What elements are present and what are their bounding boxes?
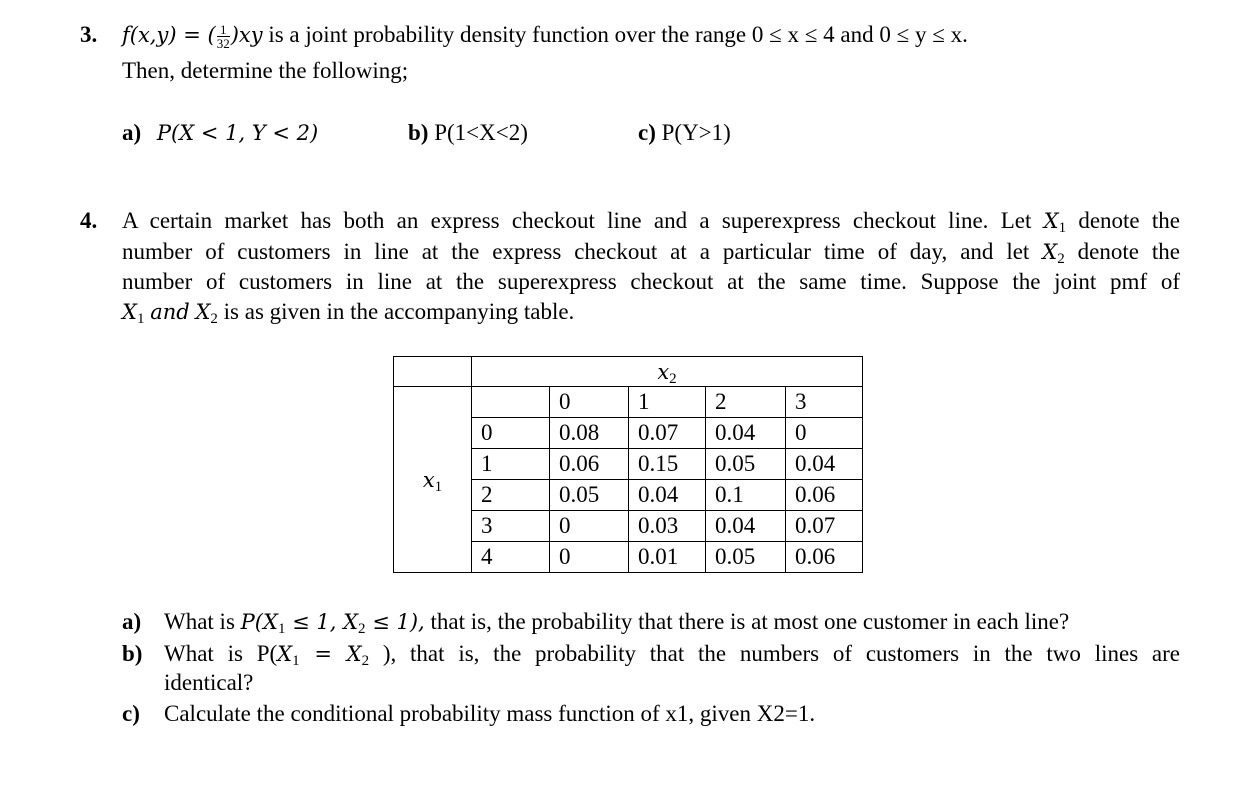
q4-and: and [150, 300, 190, 324]
q4-part-b-sub-2: 2 [361, 653, 370, 669]
q4-part-b-sub-1: 1 [292, 653, 300, 669]
q4-para-line-4-rest: is as given in the accompanying table. [223, 299, 575, 324]
q4-para-line-2 [122, 239, 1180, 265]
q4-part-c-label: c) [122, 701, 140, 726]
q4-part-a [164, 609, 1069, 635]
q4-var-x1-sub: 1 [136, 311, 145, 327]
q4-para-line-1 [122, 208, 1180, 234]
joint-pmf-table [393, 356, 863, 573]
table-corner-cell [394, 357, 472, 387]
table-cell: 0.06 [550, 449, 629, 480]
pdf-rhs: )xy [230, 23, 263, 47]
table-row-var-header [394, 387, 472, 573]
col-var-sub: 2 [669, 370, 677, 387]
q4-part-b-var-2: X [346, 642, 362, 666]
q3-part-c-text: P(Y>1) [661, 120, 731, 145]
table-cell: 0.05 [706, 542, 786, 573]
row-header-4: 4 [472, 542, 550, 573]
q4-var-x2-sub: 2 [210, 311, 218, 327]
row-header-1: 1 [472, 449, 550, 480]
q4-para-line-1-post: denote the [1078, 208, 1180, 233]
table-col-var-header [472, 357, 863, 387]
q4-part-c-text: Calculate the conditional probability mass function of x1, given X2=1. [164, 701, 816, 726]
table-cell: 0.04 [629, 480, 706, 511]
table-cell: 0.06 [786, 480, 863, 511]
q4-part-a-math-2: ≤ 1, X [285, 610, 359, 634]
q4-part-a-post: that is, the probability that there is at most one customer in each line? [430, 609, 1070, 634]
q3-text: is a joint probability density function over the range [268, 22, 747, 47]
pdf-lhs: f(x,y) = ( [122, 23, 216, 47]
row-var-sub: 1 [434, 478, 443, 495]
fraction-denominator: 32 [216, 36, 230, 52]
row-header-0: 0 [472, 418, 550, 449]
col-header-0: 0 [550, 387, 629, 418]
col-var-label: x [657, 359, 670, 384]
q4-part-b-pre-text: What is P( [164, 641, 278, 666]
row-var-label: x [422, 467, 435, 492]
table-cell: 0 [786, 418, 863, 449]
fraction-numerator: 1 [217, 23, 230, 37]
q4-para-line-2-sub: 2 [1057, 251, 1065, 267]
q3-part-a-text: P(X < 1, Y < 2) [156, 121, 319, 145]
q3-part-b [408, 120, 528, 146]
q4-para-line-1-sub: 1 [1058, 220, 1067, 236]
question-4-number: 4. [80, 208, 98, 233]
q4-part-a-math-3: ≤ 1), [365, 610, 425, 634]
q4-var-x1: X [122, 300, 137, 324]
q4-part-b-eq: = [299, 642, 347, 666]
table-cell: 0.05 [550, 480, 629, 511]
q3-part-b-label: b) [408, 120, 429, 145]
question-3-line-2: Then, determine the following; [122, 58, 409, 83]
question-3-number: 3. [80, 22, 98, 47]
q4-part-a-pre: What is [164, 609, 235, 634]
q4-part-a-sub-2: 2 [358, 621, 366, 637]
table-cell: 0 [550, 511, 629, 542]
fraction [217, 23, 230, 50]
q4-para-line-2-pre: number of customers in line at the express checkout at a particular time of day, and let [122, 239, 1030, 264]
table-cell: 0.07 [629, 418, 706, 449]
col-header-3: 3 [786, 387, 863, 418]
q4-para-line-3: number of customers in line at the superexpress checkout at the same time. Suppose the joint pmf of [122, 269, 1180, 294]
q4-part-b [164, 641, 1180, 667]
col-header-1: 1 [629, 387, 706, 418]
col-header-2: 2 [706, 387, 786, 418]
table-cell: 0.03 [629, 511, 706, 542]
q3-and: and [840, 22, 874, 47]
table-cell: 0.08 [550, 418, 629, 449]
table-cell: 0.04 [786, 449, 863, 480]
table-cell: 0.04 [706, 511, 786, 542]
q3-part-b-text: P(1<X<2) [434, 120, 528, 145]
table-cell: 0.15 [629, 449, 706, 480]
q4-part-a-sub-1: 1 [277, 621, 286, 637]
q4-para-line-4 [122, 299, 574, 325]
table-cell: 0.01 [629, 542, 706, 573]
q3-range-x: 0 ≤ x ≤ 4 [751, 22, 835, 47]
table-cell: 0.07 [786, 511, 863, 542]
q3-part-a-label: a) [122, 120, 142, 145]
q4-para-line-1-pre: A certain market has both an express checkout line and a superexpress checkout line. Let [122, 208, 1032, 233]
q4-part-b-pre [164, 641, 370, 669]
table-empty-cell [472, 387, 550, 418]
row-header-2: 2 [472, 480, 550, 511]
q4-para-line-2-var: X [1042, 240, 1058, 264]
q4-part-b-label: b) [122, 641, 143, 666]
q3-part-c-label: c) [638, 120, 656, 145]
q4-part-b-post: ), that is, the probability that the numbers of customers in the two lines are [382, 641, 1180, 666]
q4-part-a-math-1: P(X [240, 610, 278, 634]
q4-para-line-1-var: X [1043, 209, 1059, 233]
q4-part-b-var-1: X [277, 642, 293, 666]
q4-var-x2: X [195, 300, 211, 324]
row-header-3: 3 [472, 511, 550, 542]
table-cell: 0.04 [706, 418, 786, 449]
table-cell: 0.05 [706, 449, 786, 480]
q3-range-y: 0 ≤ y ≤ x. [879, 22, 968, 47]
q3-part-a [122, 120, 318, 146]
table-cell: 0.06 [786, 542, 863, 573]
table-cell: 0 [550, 542, 629, 573]
q4-para-line-2-post: denote the [1077, 239, 1180, 264]
q3-part-c [638, 120, 731, 146]
table-cell: 0.1 [706, 480, 786, 511]
question-3-line-1 [122, 22, 968, 50]
q4-part-a-label: a) [122, 609, 142, 634]
q4-part-b-line-2: identical? [164, 670, 254, 695]
